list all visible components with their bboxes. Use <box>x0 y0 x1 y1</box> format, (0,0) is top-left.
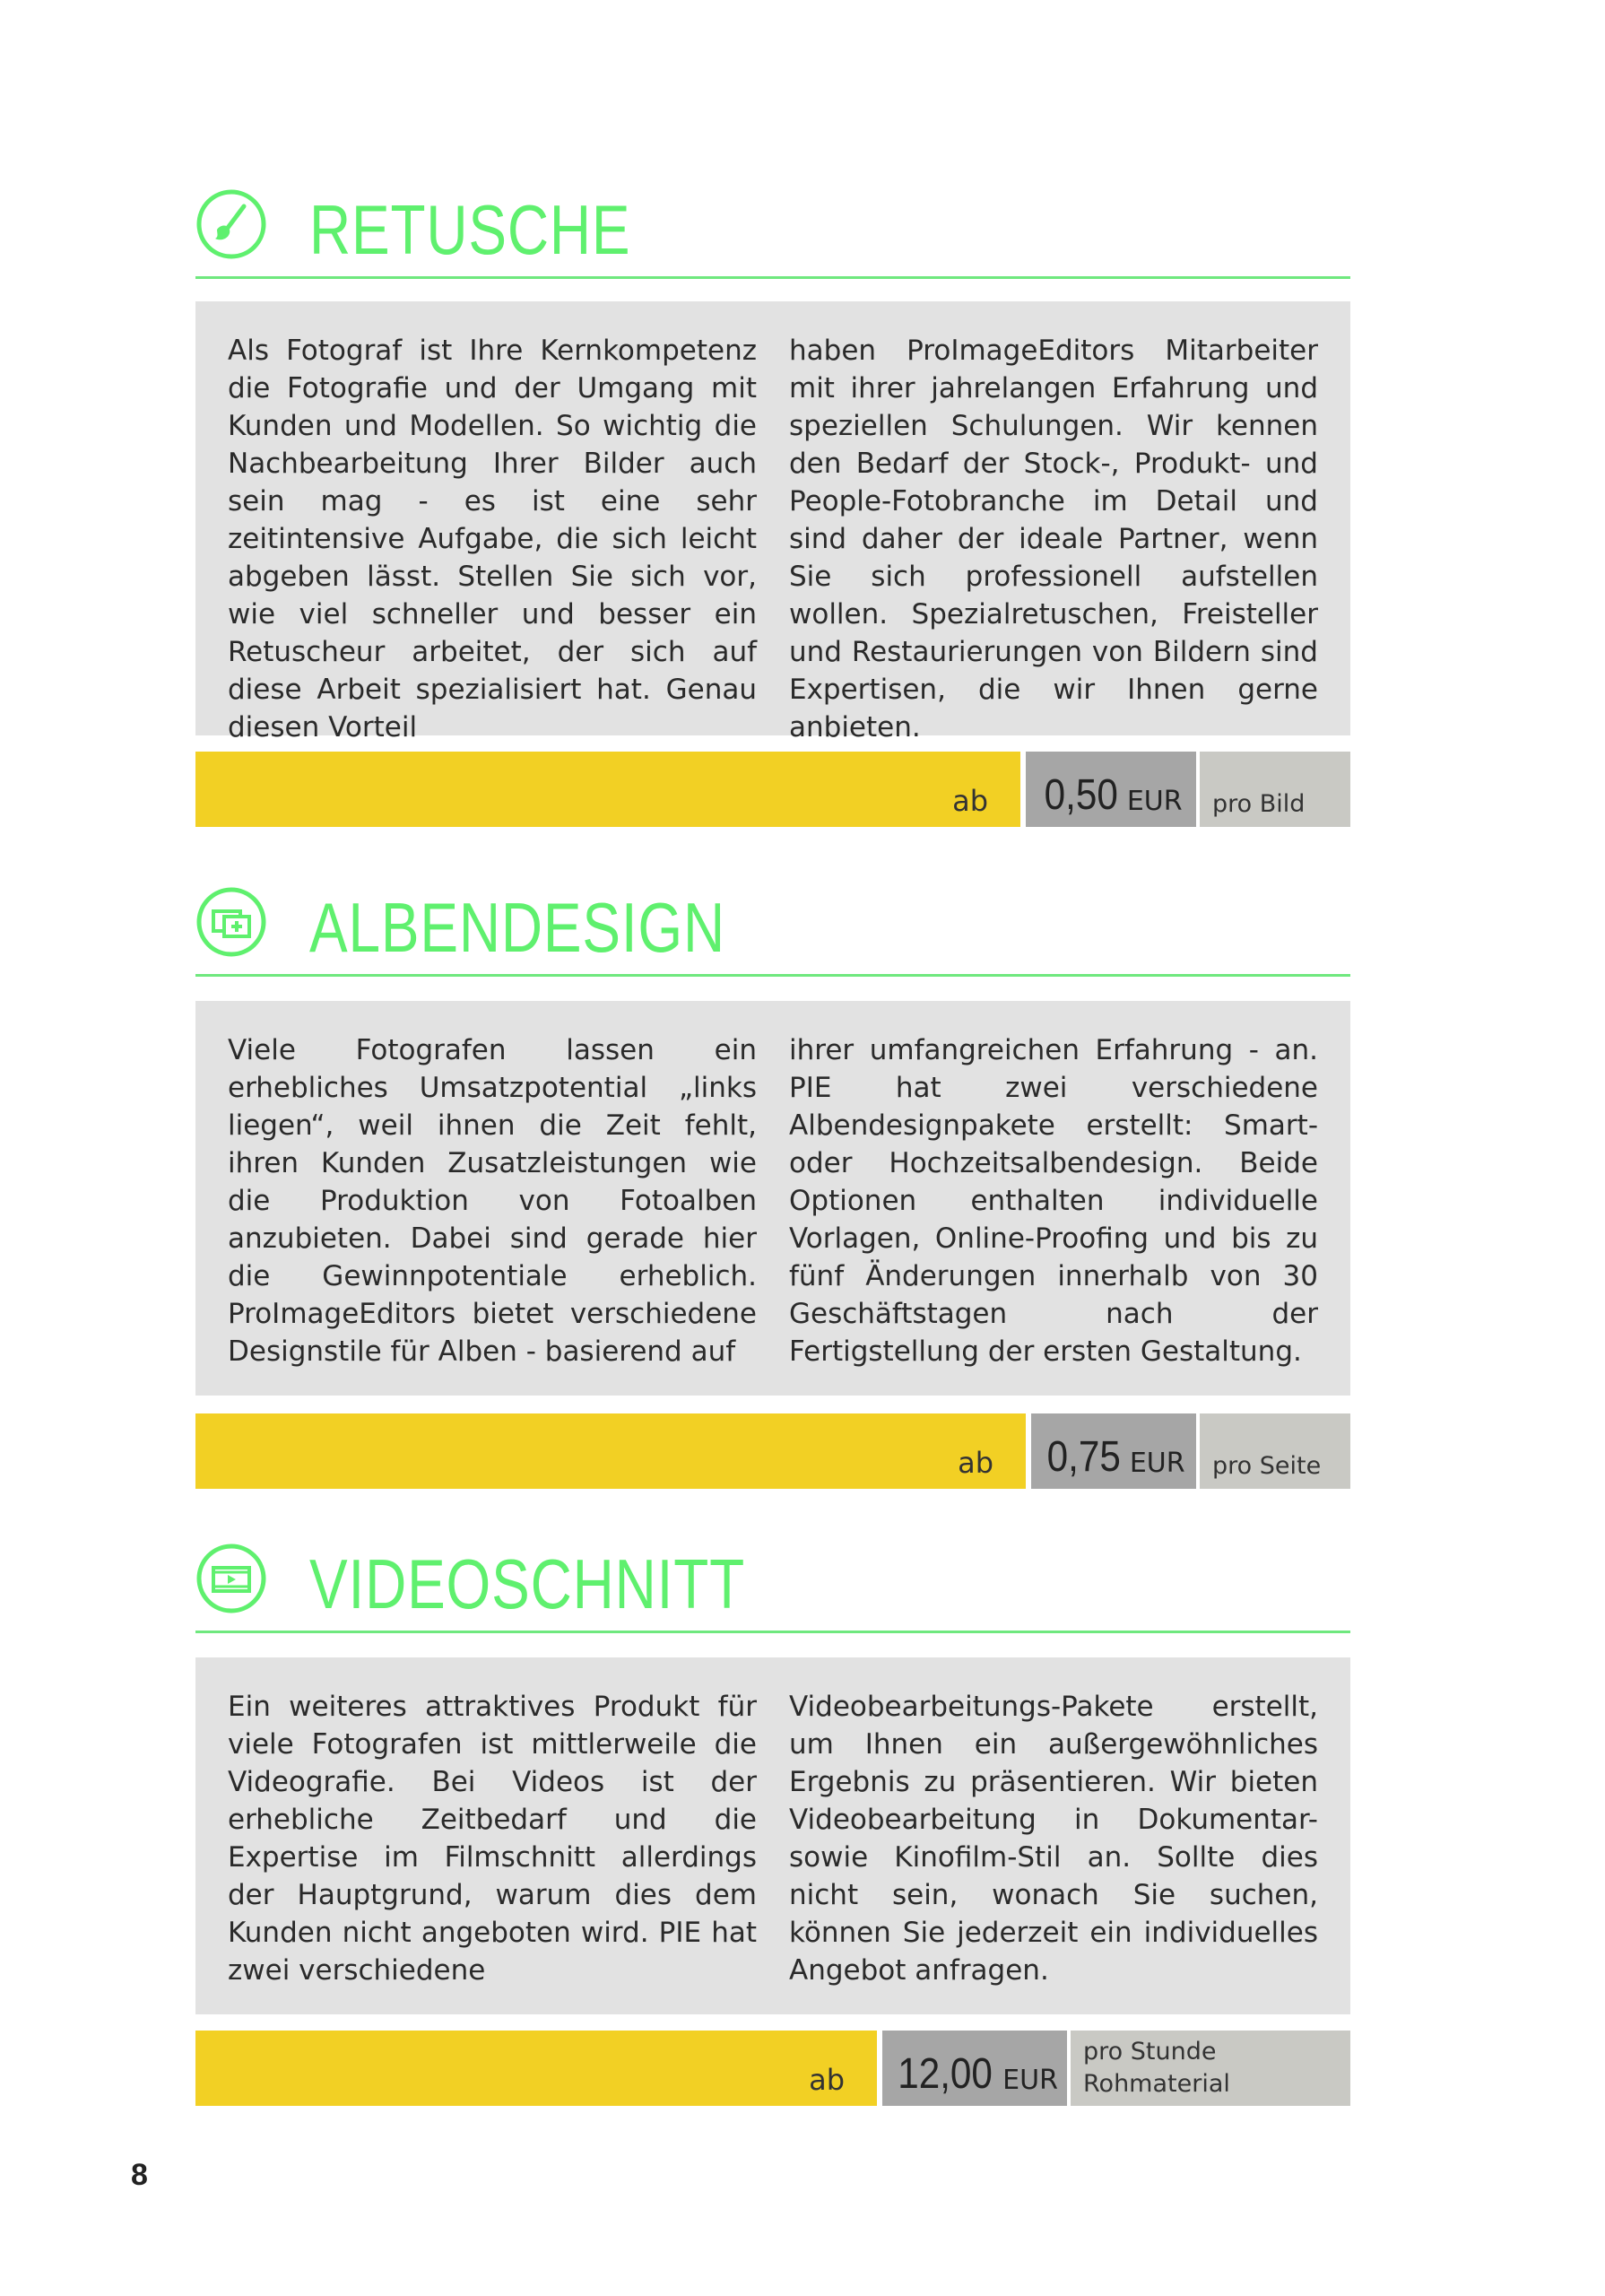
section-title: ALBENDESIGN <box>309 888 725 967</box>
price-unit-label: pro Seite <box>1212 1452 1322 1480</box>
price-bar <box>195 752 1350 827</box>
price-box <box>882 2031 1067 2106</box>
description-column-left: Viele Fotografen lassen ein erhebliches Umsatzpotential „links liegen“, weil ihnen die Zeit fehlt, ihren Kunden Zusatzleistungen wie die Produktion von Fotoalben anzubieten. Dabei sind gerade hier die Gewinnpotentiale erheblich. ProImageEditors bietet verschiedene Designstile für Alben - basierend auf <box>228 1034 757 1368</box>
price-currency: EUR <box>1129 1448 1185 1479</box>
price-unit <box>1200 1413 1350 1489</box>
section-videoschnitt <box>195 1543 1350 2098</box>
brush-icon <box>195 188 267 260</box>
price-unit-label: pro Bild <box>1212 790 1306 818</box>
description-box <box>195 1657 1350 2014</box>
section-header <box>195 886 1350 985</box>
page-number: 8 <box>131 2158 148 2192</box>
description-box <box>195 1001 1350 1396</box>
price-bar <box>195 2031 1350 2106</box>
price-box <box>1031 1413 1196 1489</box>
section-albendesign <box>195 886 1350 1481</box>
description-box <box>195 301 1350 744</box>
price-prefix: ab <box>952 784 988 818</box>
description-column-right: haben ProImageEditors Mitarbeiter mit ihrer jahrelangen Erfahrung und speziellen Schulungen. Wir kennen den Bedarf der Stock-, Produkt- und People-Fotobranche im Detail und sind daher der ideale Partner, wenn Sie sich professionell aufstellen wollen. Spezialretuschen, Freisteller und Restaurierungen von Bildern sind Expertisen, die wir Ihnen gerne anbieten. <box>789 335 1318 744</box>
price-bar-fill <box>195 752 1020 827</box>
price-bar <box>195 1413 1350 1489</box>
section-header <box>195 188 1350 287</box>
section-title: RETUSCHE <box>309 190 631 269</box>
description-column-left: Als Fotograf ist Ihre Kernkompetenz die Fotografie und der Umgang mit Kunden und Modellen. So wichtig die Nachbearbeitung Ihrer Bilder auch sein mag - es ist eine sehr zeitintensive Aufgabe, die sich leicht abgeben lässt. Stellen Sie sich vor, wie viel schneller und besser ein Retuscheur arbeitet, der sich auf diese Arbeit spezialisiert hat. Genau diesen Vorteil <box>228 335 757 744</box>
header-divider <box>195 1631 1350 1633</box>
price-box <box>1026 752 1196 827</box>
price-unit <box>1071 2031 1350 2106</box>
section-title: VIDEOSCHNITT <box>309 1544 746 1623</box>
section-header <box>195 1543 1350 1641</box>
price-unit-label-line1: pro Stunde <box>1083 2038 1217 2066</box>
price-unit <box>1200 752 1350 827</box>
price-prefix: ab <box>809 2063 845 2097</box>
video-film-icon <box>195 1543 267 1614</box>
price-amount: 0,75 <box>1047 1433 1122 1481</box>
price-amount: 0,50 <box>1045 771 1119 819</box>
price-currency: EUR <box>1126 786 1183 817</box>
price-prefix: ab <box>958 1446 993 1480</box>
price-unit-label-line2: Rohmaterial <box>1083 2070 1230 2098</box>
description-column-right: ihrer umfangreichen Erfahrung - an. PIE hat zwei verschiedene Albendesignpakete erstellt: Smart- oder Hochzeitsalbendesign. Beide Optionen enthalten individuelle Vorlagen, Online-Proofing und bis zu fünf Änderungen innerhalb von 30 Geschäftstagen nach der Fertigstellung der ersten Gestaltung. <box>789 1034 1318 1368</box>
header-divider <box>195 276 1350 279</box>
price-bar-fill <box>195 2031 877 2106</box>
section-retusche <box>195 188 1350 819</box>
price-bar-fill <box>195 1413 1026 1489</box>
photo-album-icon <box>195 886 267 958</box>
price-currency: EUR <box>1002 2065 1058 2096</box>
description-column-right: Videobearbeitungs-Pakete erstellt, um Ihnen ein außergewöhnliches Ergebnis zu präsentieren. Wir bieten Videobearbeitung in Dokumentar- sowie Kinofilm-Stil an. Sollte dies nicht sein, wonach Sie suchen, können Sie jederzeit ein individuelles Angebot anfragen. <box>789 1691 1318 1987</box>
price-amount: 12,00 <box>898 2050 993 2098</box>
header-divider <box>195 974 1350 977</box>
description-column-left: Ein weiteres attraktives Produkt für viele Fotografen ist mittlerweile die Videografie. Bei Videos ist der erhebliche Zeitbedarf und die Expertise im Filmschnitt allerdings der Hauptgrund, warum dies dem Kunden nicht angeboten wird. PIE hat zwei verschiedene <box>228 1691 757 1987</box>
